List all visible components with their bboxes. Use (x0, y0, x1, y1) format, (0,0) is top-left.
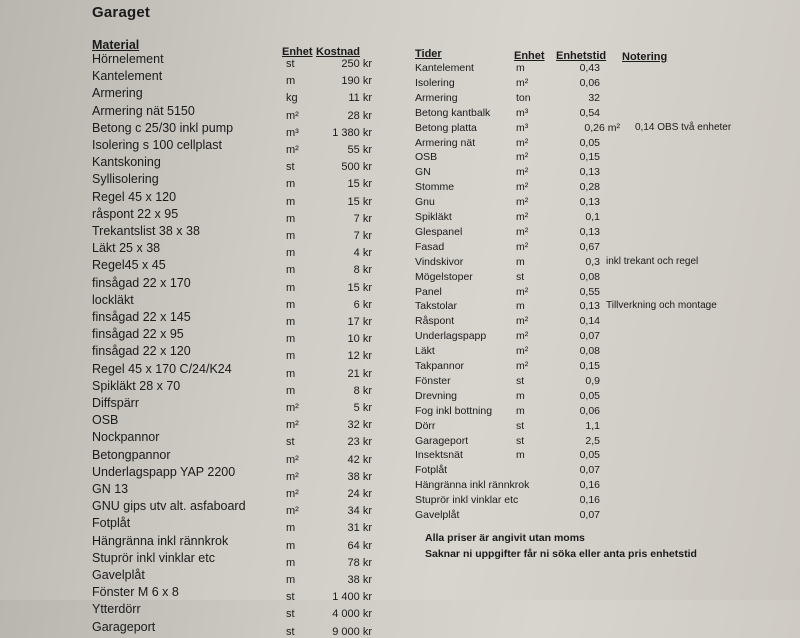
tider-name: Isolering (415, 76, 455, 89)
tider-name: Armering (415, 91, 458, 104)
material-unit: m (286, 178, 296, 191)
tider-enhetstid: 0,05 (579, 449, 600, 462)
material-unit: m (286, 264, 296, 277)
material-cost: 15 kr (347, 281, 372, 294)
material-name: Regel45 x 45 (92, 258, 166, 273)
tider-unit: m² (516, 345, 529, 358)
tider-name: Mögelstoper (415, 270, 473, 283)
material-name: Isolering s 100 cellplast (92, 138, 222, 152)
material-name: Diffspärr (92, 396, 140, 410)
material-cost: 21 kr (347, 367, 372, 380)
tider-unit: m (516, 449, 525, 462)
tider-enhetstid: 0,3 (585, 255, 600, 268)
tider-enhetstid: 0,26 m² (584, 121, 620, 134)
material-unit: m (286, 367, 296, 380)
material-unit: st (286, 608, 295, 621)
tider-enhetstid: 0,13 (579, 300, 600, 313)
material-cost: 15 kr (347, 195, 372, 208)
material-unit: m (286, 195, 296, 208)
material-cost: 1 380 kr (332, 126, 372, 139)
tider-name: Gavelplåt (415, 509, 460, 521)
tider-unit: m (516, 255, 525, 268)
material-cost: 4 000 kr (332, 608, 372, 621)
tider-unit: m² (516, 151, 529, 164)
tider-notering: 0,14 OBS två enheter (635, 121, 732, 133)
tider-name: Insektsnät (415, 449, 463, 462)
material-name: Armering nät 5150 (92, 103, 195, 118)
tider-enhetstid: 0,07 (579, 330, 600, 343)
tider-enhetstid: 0,07 (579, 464, 600, 477)
material-name: GN 13 (92, 482, 129, 496)
tider-notering: Tillverkning och montage (606, 300, 717, 312)
material-name: Garageport (92, 619, 156, 634)
material-unit: m (286, 350, 296, 363)
material-unit: m (286, 298, 296, 311)
tider-enhetstid: 0,1 (585, 211, 600, 223)
tider-name: Gnu (415, 196, 435, 209)
material-name: Armering (92, 86, 143, 101)
tider-unit: m (516, 300, 525, 313)
tider-name: Glespanel (415, 225, 463, 238)
material-cost: 38 kr (347, 470, 372, 483)
material-name: Kantelement (92, 69, 163, 84)
material-cost: 78 kr (347, 556, 372, 569)
tider-enhetstid: 0,06 (579, 76, 600, 89)
tider-enhetstid: 32 (588, 91, 600, 104)
material-unit: m (286, 212, 296, 225)
tider-enhetstid: 0,55 (579, 285, 600, 298)
tider-name: Drevning (415, 389, 458, 402)
tider-name: Fasad (415, 240, 445, 253)
tider-name: Råspont (415, 315, 455, 328)
tider-enhetstid: 0,16 (579, 494, 600, 507)
material-unit: st (286, 436, 295, 449)
footer-note-moms: Alla priser är angivit utan moms (425, 532, 585, 544)
material-cost: 6 kr (353, 298, 372, 311)
material-name: Gavelplåt (92, 568, 145, 582)
tider-unit: st (516, 374, 525, 387)
tider-unit: m² (516, 136, 529, 149)
material-name: Ytterdörr (92, 602, 141, 617)
material-cost: 42 kr (347, 453, 372, 466)
header-notering: Notering (622, 51, 668, 63)
material-unit: m² (286, 453, 299, 466)
material-unit: m (286, 522, 296, 535)
material-name: OSB (92, 413, 119, 428)
tider-unit: m² (516, 76, 529, 89)
material-name: finsågad 22 x 145 (92, 310, 191, 324)
tider-unit: m² (516, 315, 529, 328)
tider-enhetstid: 0,13 (579, 196, 600, 209)
tider-name: Hängränna inkl rännkrok (415, 479, 530, 492)
tider-name: Spikläkt (415, 211, 452, 223)
material-name: Hängränna inkl rännkrok (92, 533, 229, 548)
tider-name: Takstolar (415, 300, 458, 313)
material-unit: st (286, 591, 295, 604)
tider-unit: m (516, 404, 525, 417)
material-name: Nockpannor (92, 430, 160, 445)
footer-note-uppgifter: Saknar ni uppgifter får ni söka eller anta pris enhetstid (425, 548, 697, 560)
tider-unit: m (516, 62, 525, 74)
tider-enhetstid: 0,08 (579, 345, 600, 358)
material-name: GNU gips utv alt. asfaboard (92, 499, 246, 514)
header-kostnad: Kostnad (316, 46, 360, 58)
tider-name: Fog inkl bottning (415, 404, 493, 417)
tider-name: Betong platta (415, 121, 477, 134)
material-name: Stuprör inkl vinklar etc (92, 550, 215, 565)
material-unit: m² (286, 470, 299, 483)
material-name: Fönster M 6 x 8 (92, 585, 179, 600)
material-unit: m² (286, 402, 299, 414)
tider-enhetstid: 1,1 (585, 419, 600, 432)
material-cost: 15 kr (347, 178, 372, 191)
tider-name: Panel (415, 285, 442, 298)
tider-name: Betong kantbalk (415, 106, 491, 119)
tider-unit: st (516, 270, 525, 283)
material-unit: m (286, 230, 296, 242)
material-cost: 38 kr (347, 574, 372, 586)
material-name: Läkt 25 x 38 (92, 241, 161, 256)
material-unit: m² (286, 488, 299, 500)
tider-unit: m² (516, 181, 529, 194)
header-tider: Tider (415, 48, 442, 60)
material-cost: 10 kr (347, 333, 372, 346)
tider-unit: m (516, 389, 525, 402)
material-cost: 11 kr (348, 92, 372, 105)
tider-name: Garageport (415, 434, 469, 447)
material-name: finsågad 22 x 95 (92, 327, 184, 342)
header-enhet-tider: Enhet (514, 50, 545, 62)
tider-unit: st (516, 419, 525, 432)
material-unit: m (286, 539, 296, 552)
material-name: finsågad 22 x 120 (92, 344, 191, 359)
tider-enhetstid: 0,14 (579, 315, 600, 328)
material-cost: 34 kr (347, 505, 372, 518)
material-unit: m (286, 574, 296, 586)
tider-unit: m² (516, 285, 529, 298)
tider-name: Vindskivor (415, 255, 464, 268)
tider-enhetstid: 0,28 (579, 181, 600, 194)
material-cost: 23 kr (347, 436, 372, 449)
page-title: Garaget (92, 4, 151, 21)
material-unit: st (286, 161, 295, 174)
tider-unit: m² (516, 211, 529, 223)
material-unit: m² (286, 144, 299, 156)
material-name: råspont 22 x 95 (92, 206, 179, 221)
tider-enhetstid: 0,16 (579, 479, 600, 492)
material-cost: 64 kr (347, 539, 372, 552)
tider-unit: st (516, 434, 525, 447)
material-cost: 55 kr (347, 144, 372, 156)
tider-unit: m² (516, 196, 529, 209)
tider-enhetstid: 0,05 (579, 389, 600, 402)
material-cost: 8 kr (353, 384, 372, 397)
material-name: Regel 45 x 170 C/24/K24 (92, 361, 232, 376)
material-unit: m (286, 333, 296, 346)
material-unit: m (286, 556, 296, 569)
header-material: Material (92, 38, 140, 52)
tider-name: Fotplåt (415, 464, 448, 477)
material-cost: 32 kr (347, 419, 372, 432)
header-enhetstid: Enhetstid (556, 50, 607, 62)
tider-enhetstid: 0,15 (579, 151, 600, 164)
material-unit: st (286, 58, 295, 70)
tider-enhetstid: 0,13 (579, 166, 600, 179)
material-name: Regel 45 x 120 (92, 189, 177, 204)
tider-name: GN (415, 166, 431, 179)
material-cost: 7 kr (353, 230, 372, 242)
header-enhet: Enhet (282, 46, 313, 58)
material-cost: 4 kr (353, 247, 372, 260)
material-unit: m (286, 316, 296, 328)
tider-unit: m² (516, 240, 529, 253)
tider-name: OSB (415, 151, 438, 164)
material-unit: m (286, 281, 296, 294)
material-unit: m (286, 384, 296, 397)
tider-name: Kantelement (415, 62, 474, 74)
tider-name: Armering nät (415, 136, 476, 149)
tider-name: Fönster (415, 374, 451, 387)
tider-unit: m² (516, 360, 529, 372)
material-name: Syllisolering (92, 172, 159, 187)
tider-enhetstid: 0,43 (579, 62, 600, 74)
tider-notering: inkl trekant och regel (606, 255, 699, 267)
tider-enhetstid: 0,15 (579, 360, 600, 372)
tider-enhetstid: 0,67 (579, 240, 600, 253)
tider-unit: m³ (516, 121, 529, 134)
material-name: lockläkt (92, 292, 134, 307)
tider-enhetstid: 0,06 (579, 404, 600, 417)
tider-name: Takpannor (415, 360, 465, 372)
material-cost: 500 kr (341, 161, 372, 174)
material-cost: 31 kr (347, 522, 372, 535)
material-cost: 24 kr (347, 488, 372, 500)
material-name: Hörnelement (92, 52, 164, 66)
tider-unit: ton (516, 91, 531, 104)
tider-name: Dörr (415, 419, 436, 432)
tider-unit: m³ (516, 106, 529, 119)
material-unit: m² (286, 505, 299, 518)
material-cost: 28 kr (347, 109, 372, 122)
material-name: Betong c 25/30 inkl pump (92, 120, 234, 135)
material-name: Spikläkt 28 x 70 (92, 378, 181, 393)
material-name: finsågad 22 x 170 (92, 275, 191, 290)
tider-name: Stomme (415, 181, 455, 194)
tider-unit: m² (516, 330, 529, 343)
material-unit: m³ (286, 126, 299, 139)
material-name: Underlagspapp YAP 2200 (92, 464, 236, 479)
tider-unit: m² (516, 166, 529, 179)
material-name: Fotplåt (92, 516, 131, 531)
tider-enhetstid: 0,08 (579, 270, 600, 283)
material-name: Trekantslist 38 x 38 (92, 224, 200, 238)
tider-name: Underlagspapp (415, 330, 487, 343)
material-unit: m (286, 75, 296, 88)
material-name: Kantskoning (92, 155, 161, 170)
material-cost: 7 kr (353, 212, 372, 225)
tider-enhetstid: 0,13 (579, 225, 600, 238)
tider-name: Stuprör inkl vinklar etc (415, 494, 519, 507)
material-cost: 5 kr (353, 402, 372, 414)
tider-enhetstid: 0,05 (579, 136, 600, 149)
tider-enhetstid: 0,54 (579, 106, 600, 119)
material-name: Betongpannor (92, 447, 171, 462)
material-cost: 8 kr (353, 264, 372, 277)
tider-enhetstid: 0,9 (585, 374, 600, 387)
tider-name: Läkt (415, 345, 435, 358)
material-cost: 250 kr (341, 58, 372, 70)
material-cost: 1 400 kr (332, 591, 372, 604)
tider-enhetstid: 0,07 (579, 509, 600, 521)
material-unit: kg (286, 92, 298, 105)
material-cost: 190 kr (341, 75, 372, 88)
tider-enhetstid: 2,5 (585, 434, 600, 447)
material-unit: m (286, 247, 296, 260)
material-cost: 17 kr (347, 316, 372, 328)
material-cost: 12 kr (347, 350, 372, 363)
material-cost: 9 000 kr (332, 625, 372, 638)
tider-unit: m² (516, 225, 529, 238)
material-unit: m² (286, 419, 299, 432)
material-unit: st (286, 625, 295, 638)
material-unit: m² (286, 109, 299, 122)
